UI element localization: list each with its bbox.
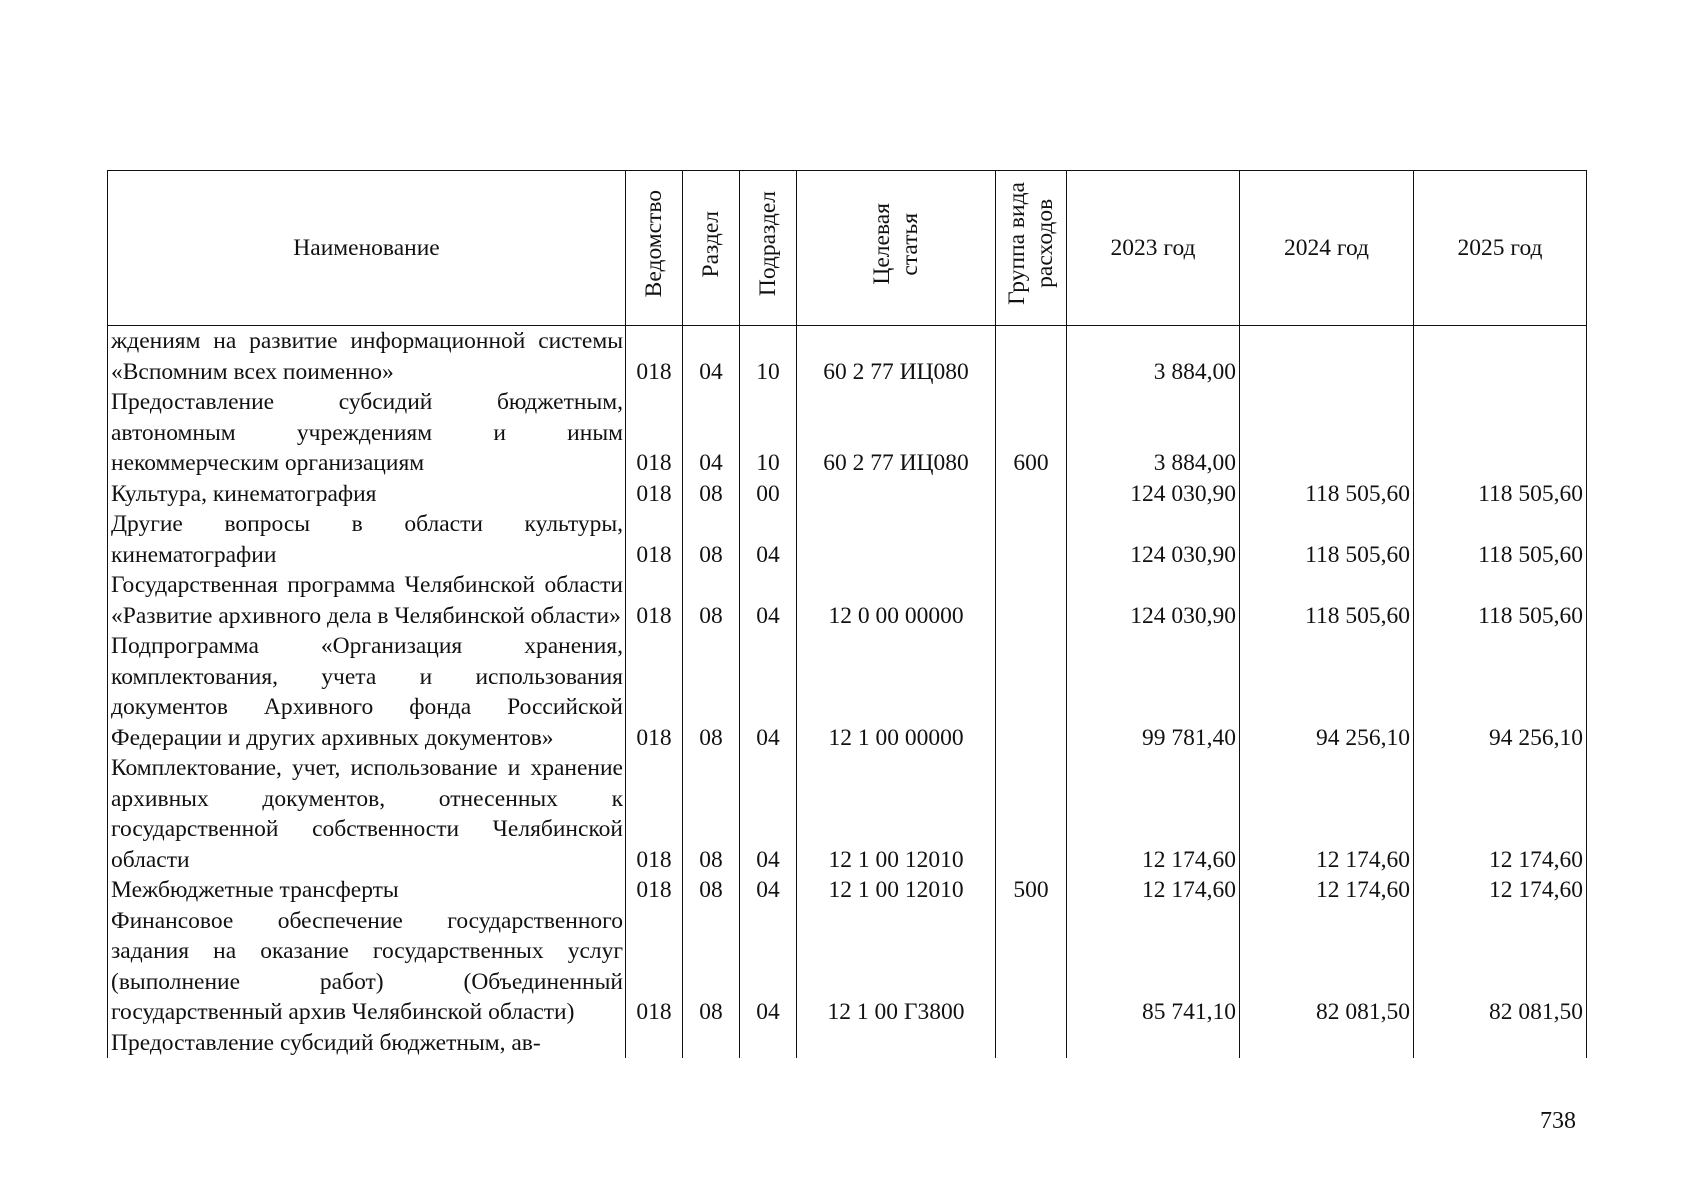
row-amount-2023: 99 781,40 [1067, 631, 1240, 753]
header-podrazdel: Подраздел [740, 171, 797, 326]
row-podrazdel: 04 [740, 631, 797, 753]
header-2023: 2023 год [1067, 171, 1240, 326]
row-razdel: 08 [683, 479, 740, 510]
row-name: Межбюджетные трансферты [108, 875, 626, 906]
row-celevaya-statya [797, 509, 996, 570]
page-number: 738 [1540, 1108, 1576, 1134]
row-podrazdel: 04 [740, 875, 797, 906]
header-2024: 2024 год [1240, 171, 1414, 326]
header-gruppa-vida-raskhodov: Группа вида расходов [996, 171, 1067, 326]
row-amount-2024: 118 505,60 [1240, 479, 1414, 510]
header-vedomstvo: Ведомство [626, 171, 683, 326]
row-name: Комплектование, учет, использование и хранение архивных документов, отнесенных к государственной собственности Челябинской области [108, 753, 626, 875]
row-amount-2024: 12 174,60 [1240, 875, 1414, 906]
row-vid-raskhodov [996, 1028, 1067, 1059]
row-amount-2025 [1414, 387, 1587, 479]
row-amount-2024: 118 505,60 [1240, 570, 1414, 631]
row-amount-2023: 124 030,90 [1067, 570, 1240, 631]
row-vedomstvo: 018 [626, 570, 683, 631]
row-amount-2025: 94 256,10 [1414, 631, 1587, 753]
row-vid-raskhodov [996, 479, 1067, 510]
row-amount-2025: 118 505,60 [1414, 570, 1587, 631]
row-podrazdel: 04 [740, 570, 797, 631]
row-celevaya-statya: 12 0 00 00000 [797, 570, 996, 631]
row-amount-2023: 3 884,00 [1067, 326, 1240, 388]
header-celevaya-statya: Целевая статья [797, 171, 996, 326]
table-row [108, 906, 1587, 1028]
row-vid-raskhodov [996, 326, 1067, 388]
row-amount-2025: 12 174,60 [1414, 753, 1587, 875]
row-amount-2023: 12 174,60 [1067, 753, 1240, 875]
row-celevaya-statya: 12 1 00 12010 [797, 875, 996, 906]
row-razdel: 08 [683, 875, 740, 906]
row-vedomstvo: 018 [626, 387, 683, 479]
budget-table [107, 170, 1587, 1058]
row-celevaya-statya: 12 1 00 Г3800 [797, 906, 996, 1028]
row-razdel: 04 [683, 387, 740, 479]
row-vid-raskhodov [996, 906, 1067, 1028]
row-name: Другие вопросы в области культуры, кинематографии [108, 509, 626, 570]
row-name: ждениям на развитие информационной системы «Вспомним всех поименно» [108, 326, 626, 388]
table-row [108, 753, 1587, 875]
table-body [108, 326, 1587, 1059]
row-amount-2024: 12 174,60 [1240, 753, 1414, 875]
table-row [108, 387, 1587, 479]
row-amount-2024 [1240, 387, 1414, 479]
row-celevaya-statya [797, 1028, 996, 1059]
row-podrazdel: 04 [740, 906, 797, 1028]
row-celevaya-statya: 60 2 77 ИЦ080 [797, 387, 996, 479]
row-podrazdel: 04 [740, 509, 797, 570]
row-vid-raskhodov [996, 570, 1067, 631]
table-row [108, 326, 1587, 388]
row-vedomstvo [626, 1028, 683, 1059]
row-podrazdel [740, 1028, 797, 1059]
row-amount-2025 [1414, 1028, 1587, 1059]
row-podrazdel: 04 [740, 753, 797, 875]
row-name: Государственная программа Челябинской области «Развитие архивного дела в Челябинской области» [108, 570, 626, 631]
row-amount-2023: 124 030,90 [1067, 509, 1240, 570]
table-header [108, 171, 1587, 326]
row-celevaya-statya: 12 1 00 12010 [797, 753, 996, 875]
row-razdel: 04 [683, 326, 740, 388]
row-vid-raskhodov [996, 509, 1067, 570]
row-podrazdel: 10 [740, 326, 797, 388]
row-name: Предоставление субсидий бюджетным, ав- [108, 1028, 626, 1059]
row-vedomstvo: 018 [626, 906, 683, 1028]
row-podrazdel: 10 [740, 387, 797, 479]
row-vedomstvo: 018 [626, 631, 683, 753]
row-name: Предоставление субсидий бюджетным, автономным учреждениям и иным некоммерческим организациям [108, 387, 626, 479]
header-2025: 2025 год [1414, 171, 1587, 326]
row-vid-raskhodov: 500 [996, 875, 1067, 906]
row-name: Подпрограмма «Организация хранения, комплектования, учета и использования документов Архивного фонда Российской Федерации и других архивных документов» [108, 631, 626, 753]
table-row [108, 1028, 1587, 1059]
row-vid-raskhodov [996, 753, 1067, 875]
row-celevaya-statya: 12 1 00 00000 [797, 631, 996, 753]
row-amount-2024: 94 256,10 [1240, 631, 1414, 753]
row-vid-raskhodov: 600 [996, 387, 1067, 479]
row-celevaya-statya [797, 479, 996, 510]
row-razdel: 08 [683, 509, 740, 570]
row-vedomstvo: 018 [626, 875, 683, 906]
row-amount-2025: 82 081,50 [1414, 906, 1587, 1028]
table-row [108, 631, 1587, 753]
row-vedomstvo: 018 [626, 753, 683, 875]
row-vedomstvo: 018 [626, 509, 683, 570]
row-amount-2025 [1414, 326, 1587, 388]
row-amount-2024: 118 505,60 [1240, 509, 1414, 570]
row-amount-2025: 118 505,60 [1414, 479, 1587, 510]
header-razdel: Раздел [683, 171, 740, 326]
table-row [108, 875, 1587, 906]
row-razdel: 08 [683, 631, 740, 753]
row-vid-raskhodov [996, 631, 1067, 753]
table-row [108, 479, 1587, 510]
row-name: Культура, кинематография [108, 479, 626, 510]
row-amount-2023: 12 174,60 [1067, 875, 1240, 906]
header-name: Наименование [108, 171, 626, 326]
table-row [108, 570, 1587, 631]
row-razdel: 08 [683, 753, 740, 875]
row-vedomstvo: 018 [626, 479, 683, 510]
row-podrazdel: 00 [740, 479, 797, 510]
row-razdel: 08 [683, 570, 740, 631]
row-amount-2025: 118 505,60 [1414, 509, 1587, 570]
row-razdel: 08 [683, 906, 740, 1028]
row-vedomstvo: 018 [626, 326, 683, 388]
table-row [108, 509, 1587, 570]
row-amount-2025: 12 174,60 [1414, 875, 1587, 906]
row-amount-2023: 85 741,10 [1067, 906, 1240, 1028]
row-amount-2023 [1067, 1028, 1240, 1059]
row-amount-2024: 82 081,50 [1240, 906, 1414, 1028]
row-amount-2023: 3 884,00 [1067, 387, 1240, 479]
row-amount-2023: 124 030,90 [1067, 479, 1240, 510]
row-name: Финансовое обеспечение государственного задания на оказание государственных услуг (выполнение работ) (Объединенный государственный архив Челябинской области) [108, 906, 626, 1028]
row-razdel [683, 1028, 740, 1059]
row-amount-2024 [1240, 1028, 1414, 1059]
row-celevaya-statya: 60 2 77 ИЦ080 [797, 326, 996, 388]
row-amount-2024 [1240, 326, 1414, 388]
